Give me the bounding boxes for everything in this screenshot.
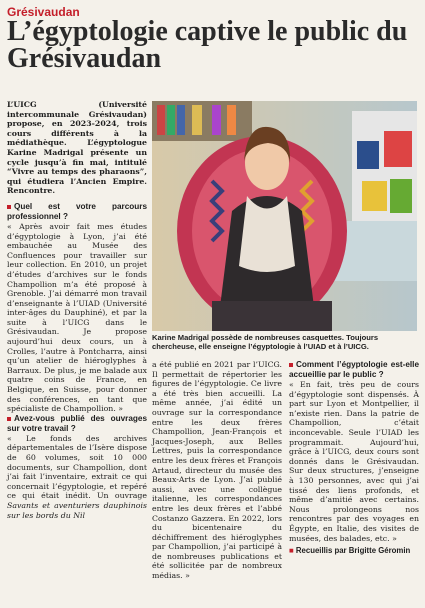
answer-1: « Après avoir fait mes études d’égyptologie à Lyon, j’ai été embauchée au Musée des Confluences pour travailler sur leur collection. En 2010, un projet d’études d’archives sur le fonds Champollion m’a été proposé à Grenoble. J’ai démarré mon travail d’enseignante à l’UIAD (Université inter-âges du Dauphiné), et par la suite à l’UICG dans le Grésivaudan. Je propose aujourd’hui deux cours, un à Crolles, l’autre à Pontcharra, ainsi qu’un atelier de hiéroglyphes à Barraux. De plus, je me balade aux quatre coins de France, en Belgique, en Suisse, pour donner des conférences, en tant que spécialiste de Champollion. » (7, 221, 147, 414)
section-label: Grésivaudan (7, 5, 80, 19)
question-2: Avez-vous publié des ouvrages sur votre travail ? (7, 413, 147, 433)
book-title: Savants et aventuriers dauphinois sur les bords du Nil (7, 500, 147, 520)
headline: L’égyptologie captive le public du Grésivaudan (7, 16, 408, 74)
portrait-photo (152, 101, 417, 331)
column-3 (289, 360, 419, 556)
question-1: Quel est votre parcours professionnel ? (7, 201, 147, 221)
byline: ■ Recueillis par Brigitte Géromin (289, 546, 419, 556)
intro-text: L’UICG (Université intercommunale Grésivaudan) propose, en 2023-2024, trois cours différents à la médiathèque. L’égyptologue Karine Madrigal présente un cycle jusqu’à fin mai, intitulé “Vivre au temps des pharaons”, qui étudiera l’Ancien Empire. Rencontre. (7, 100, 147, 196)
column-1 (7, 100, 147, 520)
photo-caption: Karine Madrigal possède de nombreuses casquettes. Toujours chercheuse, elle enseigne l’égyptologie à l’UIAD et à l’UICG. (152, 333, 379, 352)
column-2 (152, 360, 282, 581)
question-3: Comment l’égyptologie est-elle accueillie par le public ? (289, 360, 419, 379)
answer-2-continued: a été publié en 2021 par l’UICG. Il permettait de répertorier les figures de l’égyptologie. Ce livre a été très bien accueilli. La même année, j’ai édité un ouvrage sur la correspondance entre les deux frères Champollion, Jean-François et Jacques-Joseph, aux Belles Lettres, puis la correspondance entre les deux frères et François Artaud, directeur du musée des Beaux-Arts de Lyon. J’ai publié aussi, avec une collègue italienne, les correspondances entre les deux frères et l’abbé Costanzo Gazzera. En 2022, lors du bicentenaire du déchiffrement des hiéroglyphes par Champollion, j’ai participé à de nombreuses publications et été sollicitée par de nombreux médias. » (152, 360, 282, 581)
answer-3: « En fait, très peu de cours d’égyptologie sont dispensés. À part sur Lyon et Montpellier, il n’existe rien. Dans la patrie de Champollion, c’était inconcevable. Seule l’UIAD les programmait. Aujourd’hui, grâce à l’UICG, deux cours sont donnés dans le Grésivaudan. Sur deux structures, j’enseigne à 130 personnes, avec qui j’ai tissé des liens profonds, et même d’amitié avec certains. Nous prolongeons nos rencontres par des voyages en Égypte, en Italie, des visites de musées, des balades, etc. » (289, 380, 419, 543)
answer-2-start: « Le fonds des archives départementales de l’Isère dispose de 60 volumes, soit 10 000 documents, sur Champollion, dont j’ai fait l’inventaire, extrait ce qui concernait l’égyptologie, et repéré ce qui était inédit. Un ouvrage Savants et aventuriers dauphinois sur les bords du Nil (7, 433, 147, 520)
